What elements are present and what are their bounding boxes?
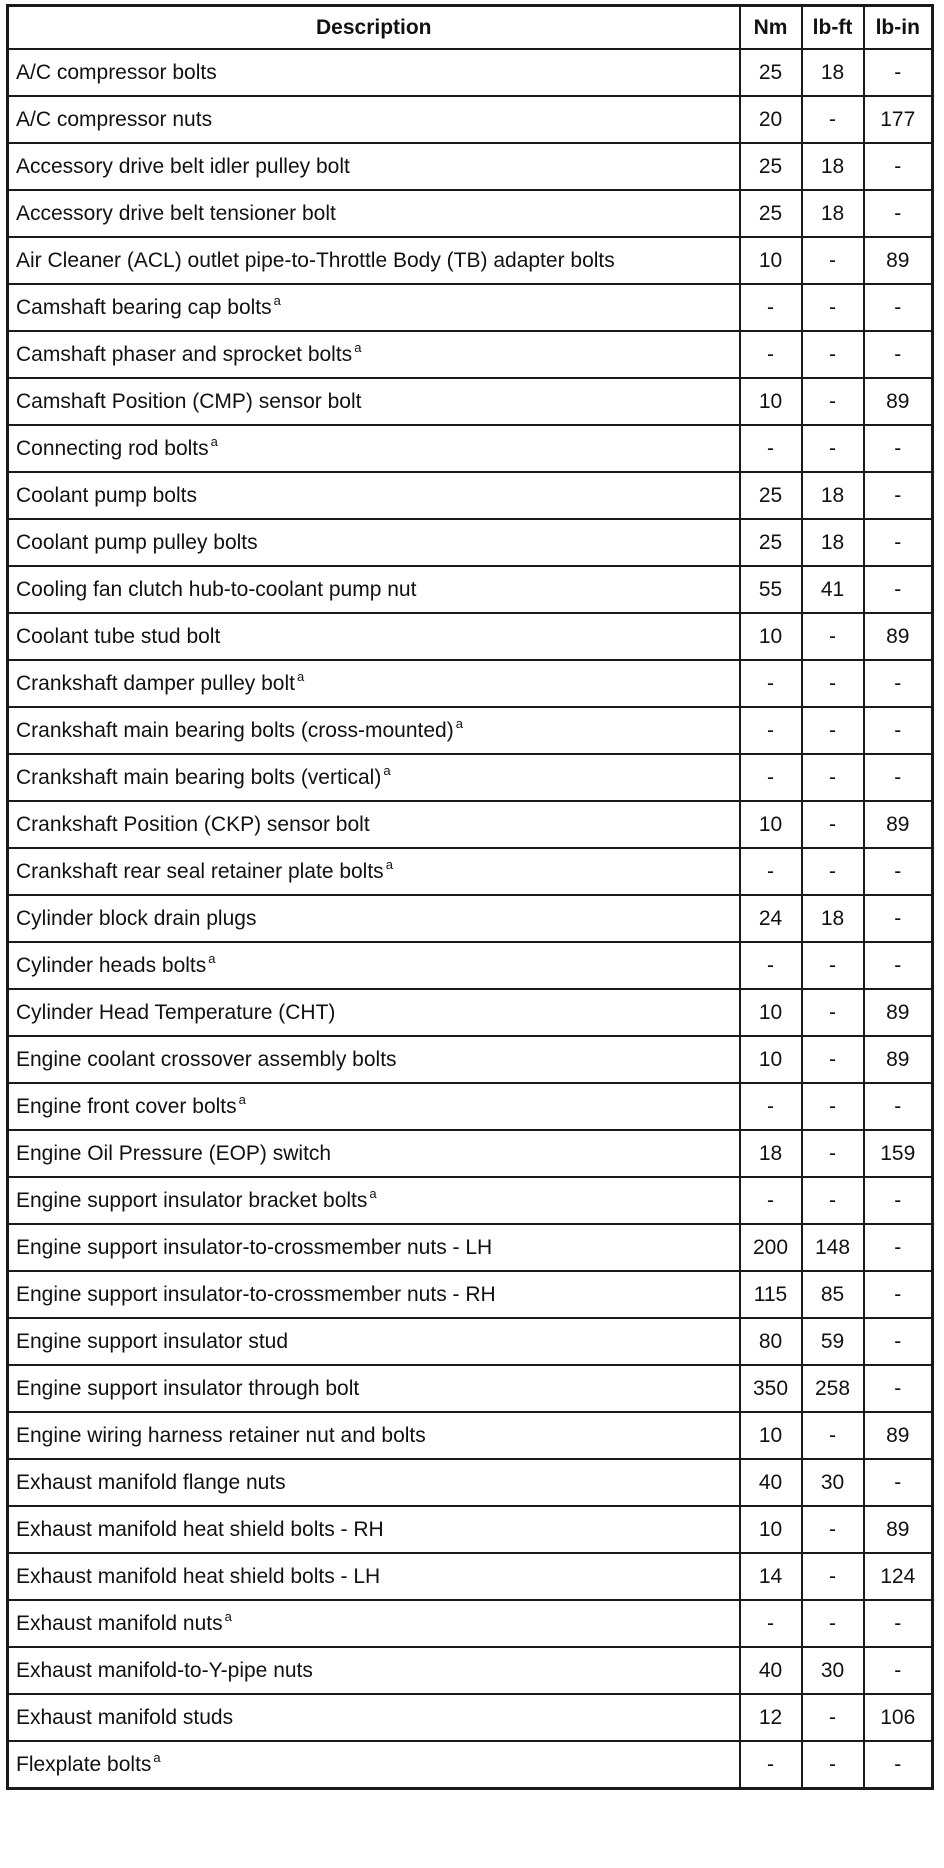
- table-body: [8, 49, 933, 1789]
- lb-ft-cell: -: [802, 237, 864, 284]
- table-row: [8, 848, 933, 895]
- footnote-marker: a: [273, 292, 281, 308]
- lb-in-cell: -: [864, 660, 933, 707]
- description-cell: [8, 660, 740, 707]
- table-row: [8, 1177, 933, 1224]
- lb-in-cell: -: [864, 566, 933, 613]
- table-row: [8, 895, 933, 942]
- lb-ft-cell: -: [802, 425, 864, 472]
- nm-cell: 20: [740, 96, 802, 143]
- lb-in-cell: -: [864, 1224, 933, 1271]
- description-text: Engine wiring harness retainer nut and bolts: [16, 1423, 426, 1447]
- description-cell: [8, 707, 740, 754]
- table-row: [8, 1271, 933, 1318]
- lb-in-cell: 89: [864, 801, 933, 848]
- description-text: Exhaust manifold-to-Y-pipe nuts: [16, 1658, 313, 1682]
- description-cell: [8, 848, 740, 895]
- description-text: Engine support insulator stud: [16, 1329, 289, 1353]
- lb-ft-cell: -: [802, 1412, 864, 1459]
- lb-in-cell: 89: [864, 989, 933, 1036]
- lb-in-cell: -: [864, 1600, 933, 1647]
- description-cell: [8, 1271, 740, 1318]
- description-text: Camshaft phaser and sprocket bolts: [16, 342, 353, 366]
- footnote-marker: a: [385, 856, 393, 872]
- description-text: Exhaust manifold nuts: [16, 1611, 223, 1635]
- nm-cell: -: [740, 1741, 802, 1789]
- description-cell: [8, 1036, 740, 1083]
- description-text: Engine support insulator bracket bolts: [16, 1188, 368, 1212]
- description-cell: [8, 237, 740, 284]
- description-text: Connecting rod bolts: [16, 436, 209, 460]
- description-cell: [8, 1412, 740, 1459]
- nm-cell: -: [740, 425, 802, 472]
- description-cell: [8, 1553, 740, 1600]
- table-row: [8, 519, 933, 566]
- table-row: [8, 754, 933, 801]
- description-text: A/C compressor nuts: [16, 107, 213, 131]
- description-text: Crankshaft Position (CKP) sensor bolt: [16, 812, 370, 836]
- description-cell: [8, 566, 740, 613]
- nm-cell: 10: [740, 1036, 802, 1083]
- footnote-marker: a: [296, 668, 305, 684]
- lb-ft-cell: -: [802, 942, 864, 989]
- lb-ft-cell: -: [802, 1553, 864, 1600]
- footnote-marker: a: [238, 1091, 246, 1107]
- description-text: Cylinder Head Temperature (CHT): [16, 1000, 336, 1024]
- footnote-marker: a: [208, 950, 216, 966]
- description-cell: [8, 754, 740, 801]
- lb-ft-cell: -: [802, 96, 864, 143]
- description-cell: [8, 1506, 740, 1553]
- description-cell: [8, 1600, 740, 1647]
- table-row: [8, 1694, 933, 1741]
- table-row: [8, 613, 933, 660]
- description-cell: [8, 1647, 740, 1694]
- table-row: [8, 472, 933, 519]
- description-text: Crankshaft rear seal retainer plate bolts: [16, 859, 384, 883]
- table-row: [8, 1553, 933, 1600]
- nm-cell: 40: [740, 1459, 802, 1506]
- description-text: Coolant pump pulley bolts: [16, 530, 258, 554]
- nm-cell: 25: [740, 143, 802, 190]
- table-row: [8, 331, 933, 378]
- lb-in-cell: -: [864, 472, 933, 519]
- lb-in-cell: -: [864, 190, 933, 237]
- description-text: Engine Oil Pressure (EOP) switch: [16, 1141, 332, 1165]
- description-text: Coolant tube stud bolt: [16, 624, 221, 648]
- lb-ft-cell: 30: [802, 1459, 864, 1506]
- description-cell: [8, 989, 740, 1036]
- table-row: [8, 1647, 933, 1694]
- nm-cell: -: [740, 754, 802, 801]
- lb-ft-cell: -: [802, 613, 864, 660]
- description-cell: [8, 1224, 740, 1271]
- nm-cell: -: [740, 284, 802, 331]
- header-description: Description: [8, 6, 740, 50]
- description-text: Coolant pump bolts: [16, 483, 197, 507]
- nm-cell: -: [740, 848, 802, 895]
- table-row: [8, 425, 933, 472]
- lb-ft-cell: -: [802, 801, 864, 848]
- nm-cell: 115: [740, 1271, 802, 1318]
- table-row: [8, 1741, 933, 1789]
- description-text: Cylinder block drain plugs: [16, 906, 257, 930]
- lb-in-cell: 89: [864, 1036, 933, 1083]
- footnote-marker: a: [153, 1749, 161, 1765]
- description-cell: [8, 1083, 740, 1130]
- nm-cell: 10: [740, 801, 802, 848]
- table-row: [8, 96, 933, 143]
- table-row: [8, 989, 933, 1036]
- table-row: [8, 1130, 933, 1177]
- header-nm: Nm: [740, 6, 802, 50]
- description-cell: [8, 1459, 740, 1506]
- header-row: [8, 6, 933, 50]
- description-cell: [8, 284, 740, 331]
- table-row: [8, 49, 933, 96]
- lb-ft-cell: -: [802, 848, 864, 895]
- lb-in-cell: 89: [864, 378, 933, 425]
- nm-cell: 25: [740, 472, 802, 519]
- nm-cell: 10: [740, 237, 802, 284]
- footnote-marker: a: [210, 433, 218, 449]
- lb-ft-cell: 85: [802, 1271, 864, 1318]
- description-text: Exhaust manifold flange nuts: [16, 1470, 286, 1494]
- nm-cell: 18: [740, 1130, 802, 1177]
- header-lb-in: lb-in: [864, 6, 933, 50]
- header-lb-ft: lb-ft: [802, 6, 864, 50]
- description-text: Engine front cover bolts: [16, 1094, 237, 1118]
- description-cell: [8, 425, 740, 472]
- lb-ft-cell: 18: [802, 472, 864, 519]
- description-cell: [8, 1365, 740, 1412]
- lb-in-cell: -: [864, 519, 933, 566]
- lb-in-cell: -: [864, 49, 933, 96]
- lb-in-cell: -: [864, 754, 933, 801]
- table-row: [8, 801, 933, 848]
- nm-cell: 200: [740, 1224, 802, 1271]
- lb-ft-cell: -: [802, 1036, 864, 1083]
- description-cell: [8, 1177, 740, 1224]
- nm-cell: -: [740, 331, 802, 378]
- lb-ft-cell: -: [802, 1600, 864, 1647]
- description-text: Cooling fan clutch hub-to-coolant pump nut: [16, 577, 417, 601]
- description-cell: [8, 331, 740, 378]
- description-cell: [8, 96, 740, 143]
- lb-ft-cell: -: [802, 331, 864, 378]
- nm-cell: 24: [740, 895, 802, 942]
- lb-ft-cell: -: [802, 1130, 864, 1177]
- nm-cell: 25: [740, 49, 802, 96]
- description-cell: [8, 472, 740, 519]
- table-row: [8, 566, 933, 613]
- description-text: Accessory drive belt idler pulley bolt: [16, 154, 350, 178]
- description-cell: [8, 1318, 740, 1365]
- nm-cell: -: [740, 660, 802, 707]
- footnote-marker: a: [369, 1185, 377, 1201]
- footnote-marker: a: [224, 1608, 232, 1624]
- nm-cell: -: [740, 942, 802, 989]
- description-text: Exhaust manifold heat shield bolts - LH: [16, 1564, 381, 1588]
- nm-cell: -: [740, 707, 802, 754]
- description-text: Crankshaft main bearing bolts (cross-mounted): [16, 718, 454, 742]
- lb-ft-cell: -: [802, 754, 864, 801]
- table-row: [8, 942, 933, 989]
- lb-ft-cell: -: [802, 989, 864, 1036]
- table-row: [8, 1459, 933, 1506]
- lb-in-cell: -: [864, 331, 933, 378]
- description-text: Engine support insulator-to-crossmember nuts - LH: [16, 1235, 493, 1259]
- nm-cell: 80: [740, 1318, 802, 1365]
- table-row: [8, 378, 933, 425]
- nm-cell: 14: [740, 1553, 802, 1600]
- lb-ft-cell: -: [802, 1741, 864, 1789]
- description-cell: [8, 613, 740, 660]
- nm-cell: 10: [740, 1506, 802, 1553]
- lb-in-cell: -: [864, 1741, 933, 1789]
- nm-cell: 25: [740, 190, 802, 237]
- lb-in-cell: -: [864, 707, 933, 754]
- lb-in-cell: -: [864, 1647, 933, 1694]
- lb-in-cell: -: [864, 1177, 933, 1224]
- table-row: [8, 143, 933, 190]
- description-cell: [8, 801, 740, 848]
- description-cell: [8, 49, 740, 96]
- table-row: [8, 1365, 933, 1412]
- description-text: Accessory drive belt tensioner bolt: [16, 201, 336, 225]
- lb-ft-cell: -: [802, 1177, 864, 1224]
- lb-in-cell: -: [864, 284, 933, 331]
- description-text: Camshaft bearing cap bolts: [16, 295, 272, 319]
- table-row: [8, 1506, 933, 1553]
- description-text: Exhaust manifold studs: [16, 1705, 234, 1729]
- lb-in-cell: 89: [864, 1412, 933, 1459]
- table-row: [8, 284, 933, 331]
- table-row: [8, 1036, 933, 1083]
- description-cell: [8, 1741, 740, 1789]
- lb-ft-cell: -: [802, 1694, 864, 1741]
- torque-spec-table: [6, 4, 934, 1790]
- lb-ft-cell: -: [802, 284, 864, 331]
- lb-ft-cell: 18: [802, 895, 864, 942]
- lb-in-cell: -: [864, 1271, 933, 1318]
- nm-cell: 350: [740, 1365, 802, 1412]
- lb-in-cell: -: [864, 848, 933, 895]
- table-row: [8, 660, 933, 707]
- lb-in-cell: -: [864, 895, 933, 942]
- lb-ft-cell: 18: [802, 519, 864, 566]
- description-cell: [8, 895, 740, 942]
- lb-in-cell: 89: [864, 237, 933, 284]
- table-row: [8, 190, 933, 237]
- description-cell: [8, 942, 740, 989]
- lb-in-cell: -: [864, 942, 933, 989]
- description-text: Engine coolant crossover assembly bolts: [16, 1047, 397, 1071]
- description-cell: [8, 190, 740, 237]
- nm-cell: 10: [740, 378, 802, 425]
- table-row: [8, 707, 933, 754]
- lb-ft-cell: 59: [802, 1318, 864, 1365]
- description-cell: [8, 143, 740, 190]
- nm-cell: 25: [740, 519, 802, 566]
- description-text: Exhaust manifold heat shield bolts - RH: [16, 1517, 384, 1541]
- description-text: Engine support insulator-to-crossmember nuts - RH: [16, 1282, 496, 1306]
- lb-ft-cell: -: [802, 1506, 864, 1553]
- description-text: Crankshaft damper pulley bolt: [16, 671, 295, 695]
- description-text: Engine support insulator through bolt: [16, 1376, 360, 1400]
- nm-cell: 10: [740, 1412, 802, 1459]
- footnote-marker: a: [383, 762, 391, 778]
- lb-ft-cell: 258: [802, 1365, 864, 1412]
- nm-cell: 10: [740, 613, 802, 660]
- lb-ft-cell: -: [802, 707, 864, 754]
- description-text: Flexplate bolts: [16, 1752, 152, 1776]
- lb-in-cell: -: [864, 1318, 933, 1365]
- nm-cell: 10: [740, 989, 802, 1036]
- lb-ft-cell: -: [802, 660, 864, 707]
- nm-cell: -: [740, 1177, 802, 1224]
- lb-in-cell: 177: [864, 96, 933, 143]
- lb-ft-cell: 41: [802, 566, 864, 613]
- nm-cell: 55: [740, 566, 802, 613]
- description-cell: [8, 378, 740, 425]
- description-cell: [8, 519, 740, 566]
- lb-ft-cell: -: [802, 378, 864, 425]
- lb-ft-cell: 18: [802, 49, 864, 96]
- lb-in-cell: 124: [864, 1553, 933, 1600]
- lb-in-cell: -: [864, 425, 933, 472]
- lb-in-cell: 159: [864, 1130, 933, 1177]
- table-row: [8, 1224, 933, 1271]
- description-cell: [8, 1694, 740, 1741]
- lb-in-cell: -: [864, 1365, 933, 1412]
- lb-in-cell: 89: [864, 613, 933, 660]
- description-text: Camshaft Position (CMP) sensor bolt: [16, 389, 362, 413]
- nm-cell: -: [740, 1083, 802, 1130]
- lb-in-cell: 89: [864, 1506, 933, 1553]
- table-row: [8, 1083, 933, 1130]
- table-row: [8, 237, 933, 284]
- lb-ft-cell: -: [802, 1083, 864, 1130]
- description-text: Crankshaft main bearing bolts (vertical): [16, 765, 382, 789]
- description-cell: [8, 1130, 740, 1177]
- table-row: [8, 1318, 933, 1365]
- description-text: A/C compressor bolts: [16, 60, 217, 84]
- lb-ft-cell: 148: [802, 1224, 864, 1271]
- description-text: Air Cleaner (ACL) outlet pipe-to-Throttle Body (TB) adapter bolts: [16, 248, 615, 272]
- footnote-marker: a: [354, 339, 362, 355]
- table-row: [8, 1412, 933, 1459]
- lb-in-cell: -: [864, 1083, 933, 1130]
- footnote-marker: a: [455, 715, 463, 731]
- description-text: Cylinder heads bolts: [16, 953, 207, 977]
- lb-in-cell: -: [864, 1459, 933, 1506]
- nm-cell: 40: [740, 1647, 802, 1694]
- lb-in-cell: 106: [864, 1694, 933, 1741]
- lb-ft-cell: 18: [802, 190, 864, 237]
- table-row: [8, 1600, 933, 1647]
- lb-ft-cell: 30: [802, 1647, 864, 1694]
- nm-cell: -: [740, 1600, 802, 1647]
- lb-in-cell: -: [864, 143, 933, 190]
- lb-ft-cell: 18: [802, 143, 864, 190]
- nm-cell: 12: [740, 1694, 802, 1741]
